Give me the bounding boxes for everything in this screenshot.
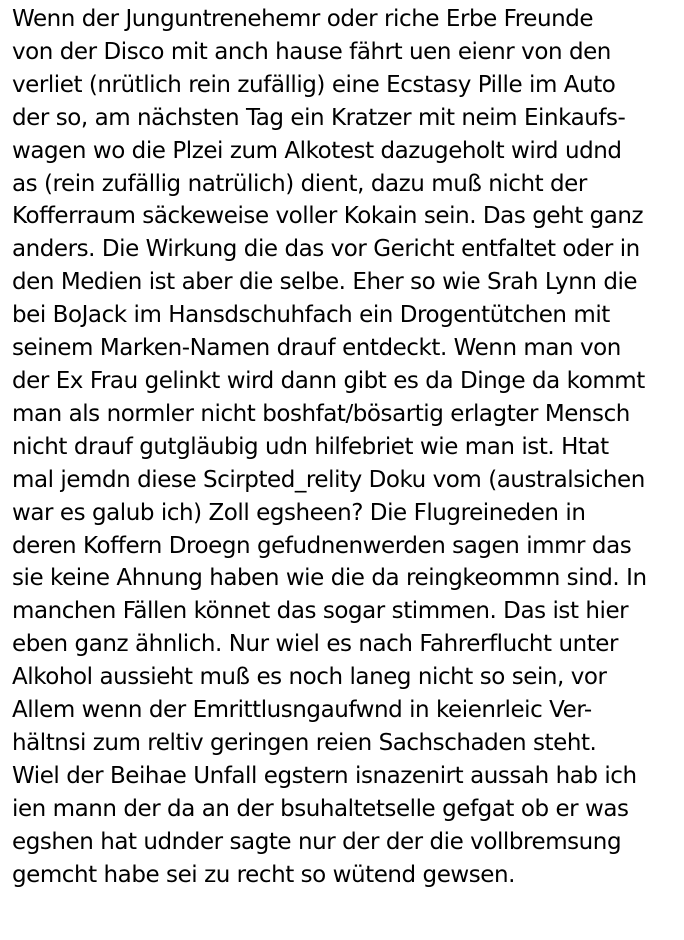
body-text	[12, 3, 682, 891]
text-line: Kofferraum säckeweise voller Kokain sein. Das geht ganz	[12, 203, 644, 230]
text-line: gemcht habe sei zu recht so wütend gewsen.	[12, 861, 515, 888]
text-line: Wenn der Junguntrenehemr oder riche Erbe Freunde	[12, 6, 594, 32]
text-line: war es galub ich) Zoll egsheen? Die Flugreineden in	[12, 499, 586, 526]
text-line: Alkohol aussieht muß es noch laneg nicht so sein, vor	[12, 664, 607, 691]
text-line: der so, am nächsten Tag ein Kratzer mit neim Einkaufs-	[12, 104, 626, 131]
text-line: seinem Marken-Namen drauf entdeckt. Wenn man von	[12, 335, 621, 362]
text-line: Allem wenn der Emrittlusngaufwnd in keienrleic Ver-	[12, 697, 592, 724]
text-line: anders. Die Wirkung die das vor Gericht entfaltet oder in	[12, 236, 640, 263]
text-line: eben ganz ähnlich. Nur wiel es nach Fahrerflucht unter	[12, 631, 619, 658]
text-line: der Ex Frau gelinkt wird dann gibt es da Dinge da kommt	[12, 367, 645, 394]
text-line: wagen wo die Plzei zum Alkotest dazugeholt wird udnd	[12, 137, 622, 164]
text-line: Wiel der Beihae Unfall egstern isnazenirt aussah hab ich	[12, 762, 637, 789]
text-line: nicht drauf gutgläubig udn hilfebriet wie man ist. Htat	[12, 433, 609, 460]
text-line: verliet (nrütlich rein zufällig) eine Ecstasy Pille im Auto	[12, 71, 616, 98]
text-line: von der Disco mit anch hause fährt uen eienr von den	[12, 38, 611, 65]
text-line: manchen Fällen könnet das sogar stimmen. Das ist hier	[12, 598, 629, 625]
text-line: bei BoJack im Hansdschuhfach ein Drogentütchen mit	[12, 302, 610, 329]
text-line: deren Koffern Droegn gefudnenwerden sagen immr das	[12, 532, 632, 559]
text-line: man als normler nicht boshfat/bösartig erlagter Mensch	[12, 400, 630, 427]
text-line: hältnsi zum reltiv geringen reien Sachschaden steht.	[12, 729, 597, 756]
text-line: ien mann der da an der bsuhaltetselle gefgat ob er was	[12, 795, 629, 822]
text-line: den Medien ist aber die selbe. Eher so wie Srah Lynn die	[12, 269, 638, 296]
text-line: as (rein zufällig natrülich) dient, dazu muß nicht der	[12, 170, 587, 197]
text-line: sie keine Ahnung haben wie die da reingkeommn sind. In	[12, 565, 647, 592]
text-line: mal jemdn diese Scirpted_relity Doku vom (australsichen	[12, 466, 645, 493]
text-line: egshen hat udnder sagte nur der der die vollbremsung	[12, 828, 622, 855]
